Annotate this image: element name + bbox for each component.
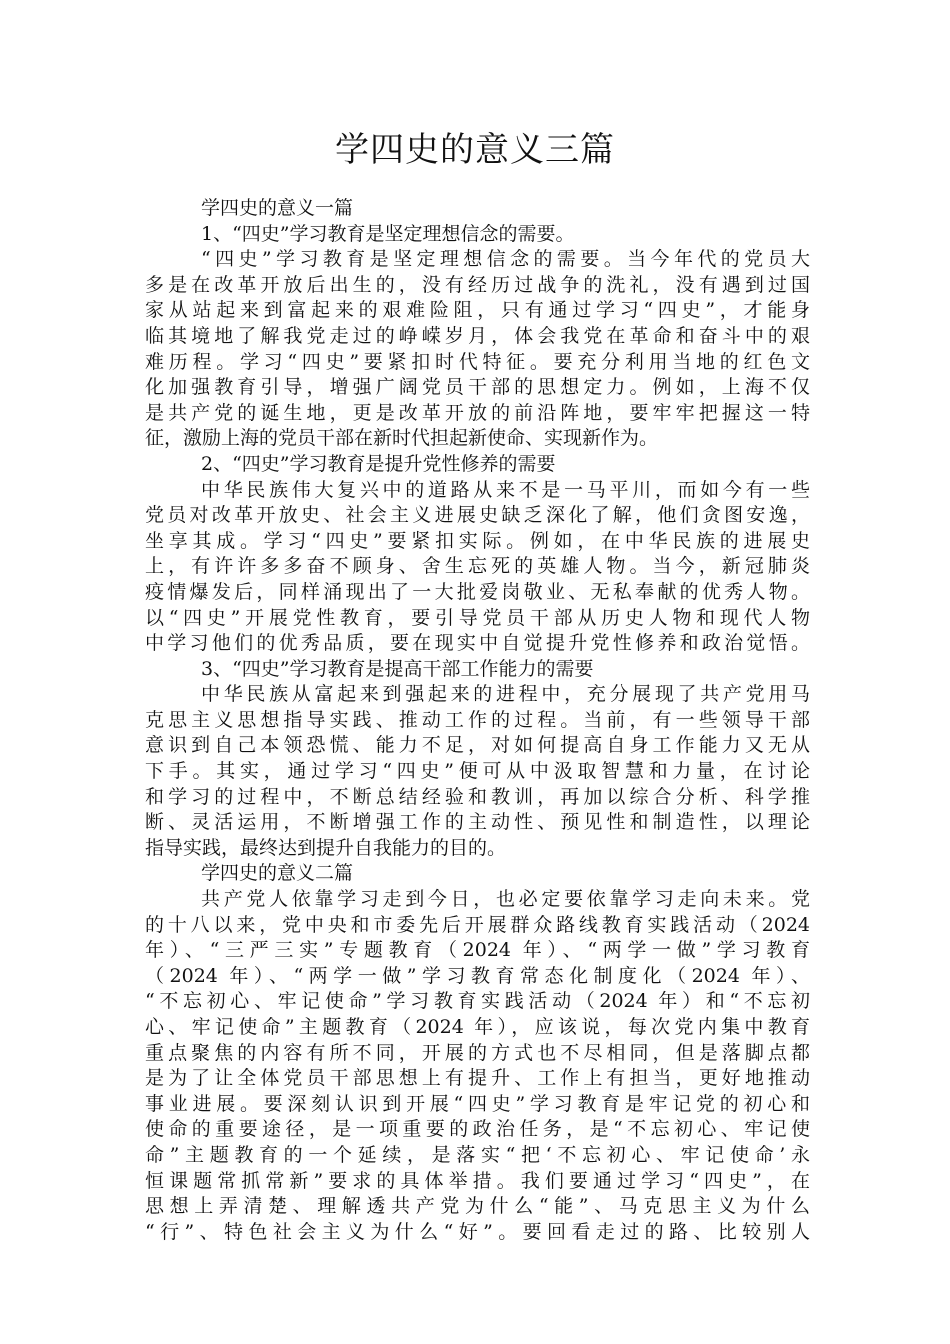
text-line: 共产党人依靠学习走到今日，也必定要依靠学习走向未来。党: [201, 888, 810, 911]
text-line: 坐享其成。学习“四史”要紧扣实际。例如，在中华民族的进展史: [145, 529, 810, 552]
text-line: 年）、“三严三实”专题教育（2024 年）、“两学一做”学习教育: [145, 939, 810, 962]
text-line: 是为了让全体党员干部思想上有提升、工作上有担当，更好地推动: [145, 1067, 810, 1090]
text-line: 家从站起来到富起来的艰难险阻，只有通过学习“四史”，才能身: [145, 299, 810, 322]
text-line: 的十八以来，党中央和市委先后开展群众路线教育实践活动（2024: [145, 913, 810, 936]
text-line: 1、“四史”学习教育是坚定理想信念的需要。: [201, 222, 575, 245]
text-line: 2、“四史”学习教育是提升党性修养的需要: [201, 452, 556, 475]
text-line: 是共产党的诞生地，更是改革开放的前沿阵地，要牢牢把握这一特: [145, 401, 810, 424]
text-line: 化加强教育引导，增强广阔党员干部的思想定力。例如，上海不仅: [145, 376, 810, 399]
document-body: [145, 196, 810, 1245]
text-line: 中学习他们的优秀品质，要在现实中自觉提升党性修养和政治觉悟。: [145, 632, 810, 655]
text-line: 党员对改革开放史、社会主义进展史缺乏深化了解，他们贪图安逸，: [145, 504, 810, 527]
text-line: 恒课题常抓常新”要求的具体举措。我们要通过学习“四史”，在: [145, 1169, 810, 1192]
text-line: 下手。其实，通过学习“四史”便可从中汲取智慧和力量，在讨论: [145, 760, 810, 783]
text-line: 疫情爆发后，同样涌现出了一大批爱岗敬业、无私奉献的优秀人物。: [145, 580, 810, 603]
text-line: “不忘初心、牢记使命”学习教育实践活动（2024 年）和“不忘初: [145, 990, 810, 1013]
text-line: （2024 年）、“两学一做”学习教育常态化制度化（2024 年）、: [145, 964, 810, 987]
text-line: 上，有许许多多奋不顾身、舍生忘死的英雄人物。当今，新冠肺炎: [145, 555, 810, 578]
text-line: 命”主题教育的一个延续，是落实“把‘不忘初心、牢记使命’永: [145, 1143, 810, 1166]
text-line: 克思主义思想指导实践、推动工作的过程。当前，有一些领导干部: [145, 708, 810, 731]
text-line: 中华民族从富起来到强起来的进程中，充分展现了共产党用马: [201, 683, 810, 706]
text-line: 以“四史”开展党性教育，要引导党员干部从历史人物和现代人物: [145, 606, 810, 629]
text-line: 意识到自己本领恐慌、能力不足，对如何提高自身工作能力又无从: [145, 734, 810, 757]
text-line: 事业进展。要深刻认识到开展“四史”学习教育是牢记党的初心和: [145, 1092, 810, 1115]
text-line: 征，激励上海的党员干部在新时代担起新使命、实现新作为。: [145, 427, 659, 450]
text-line: 学四史的意义二篇: [201, 862, 354, 885]
text-line: 重点聚焦的内容有所不同，开展的方式也不尽相同，但是落脚点都: [145, 1041, 810, 1064]
text-line: 3、“四史”学习教育是提高干部工作能力的需要: [201, 657, 594, 680]
text-line: 心、牢记使命”主题教育（2024 年），应该说，每次党内集中教育: [145, 1016, 810, 1038]
text-line: 多是在改革开放后出生的，没有经历过战争的洗礼，没有遇到过国: [145, 273, 810, 296]
text-line: 学四史的意义一篇: [201, 197, 354, 219]
text-line: 和学习的过程中，不断总结经验和教训，再加以综合分析、科学推: [145, 785, 810, 808]
text-line: 指导实践，最终达到提升自我能力的目的。: [145, 836, 507, 859]
text-line: 难历程。学习“四史”要紧扣时代特征。要充分利用当地的红色文: [145, 350, 810, 373]
text-line: 临其境地了解我党走过的峥嵘岁月，体会我党在革命和奋斗中的艰: [145, 324, 810, 347]
text-line: “行”、特色社会主义为什么“好”。要回看走过的路、比较别人: [145, 1220, 810, 1243]
text-line: “四史”学习教育是坚定理想信念的需要。当今年代的党员大: [201, 248, 810, 271]
text-line: 中华民族伟大复兴中的道路从来不是一马平川，而如今有一些: [201, 478, 810, 501]
page-title: 学四史的意义三篇: [335, 130, 615, 170]
text-line: 使命的重要途径，是一项重要的政治任务，是“不忘初心、牢记使: [145, 1118, 810, 1141]
text-line: 断、灵活运用，不断增强工作的主动性、预见性和制造性，以理论: [145, 811, 810, 834]
text-line: 思想上弄清楚、理解透共产党为什么“能”、马克思主义为什么: [145, 1195, 810, 1218]
